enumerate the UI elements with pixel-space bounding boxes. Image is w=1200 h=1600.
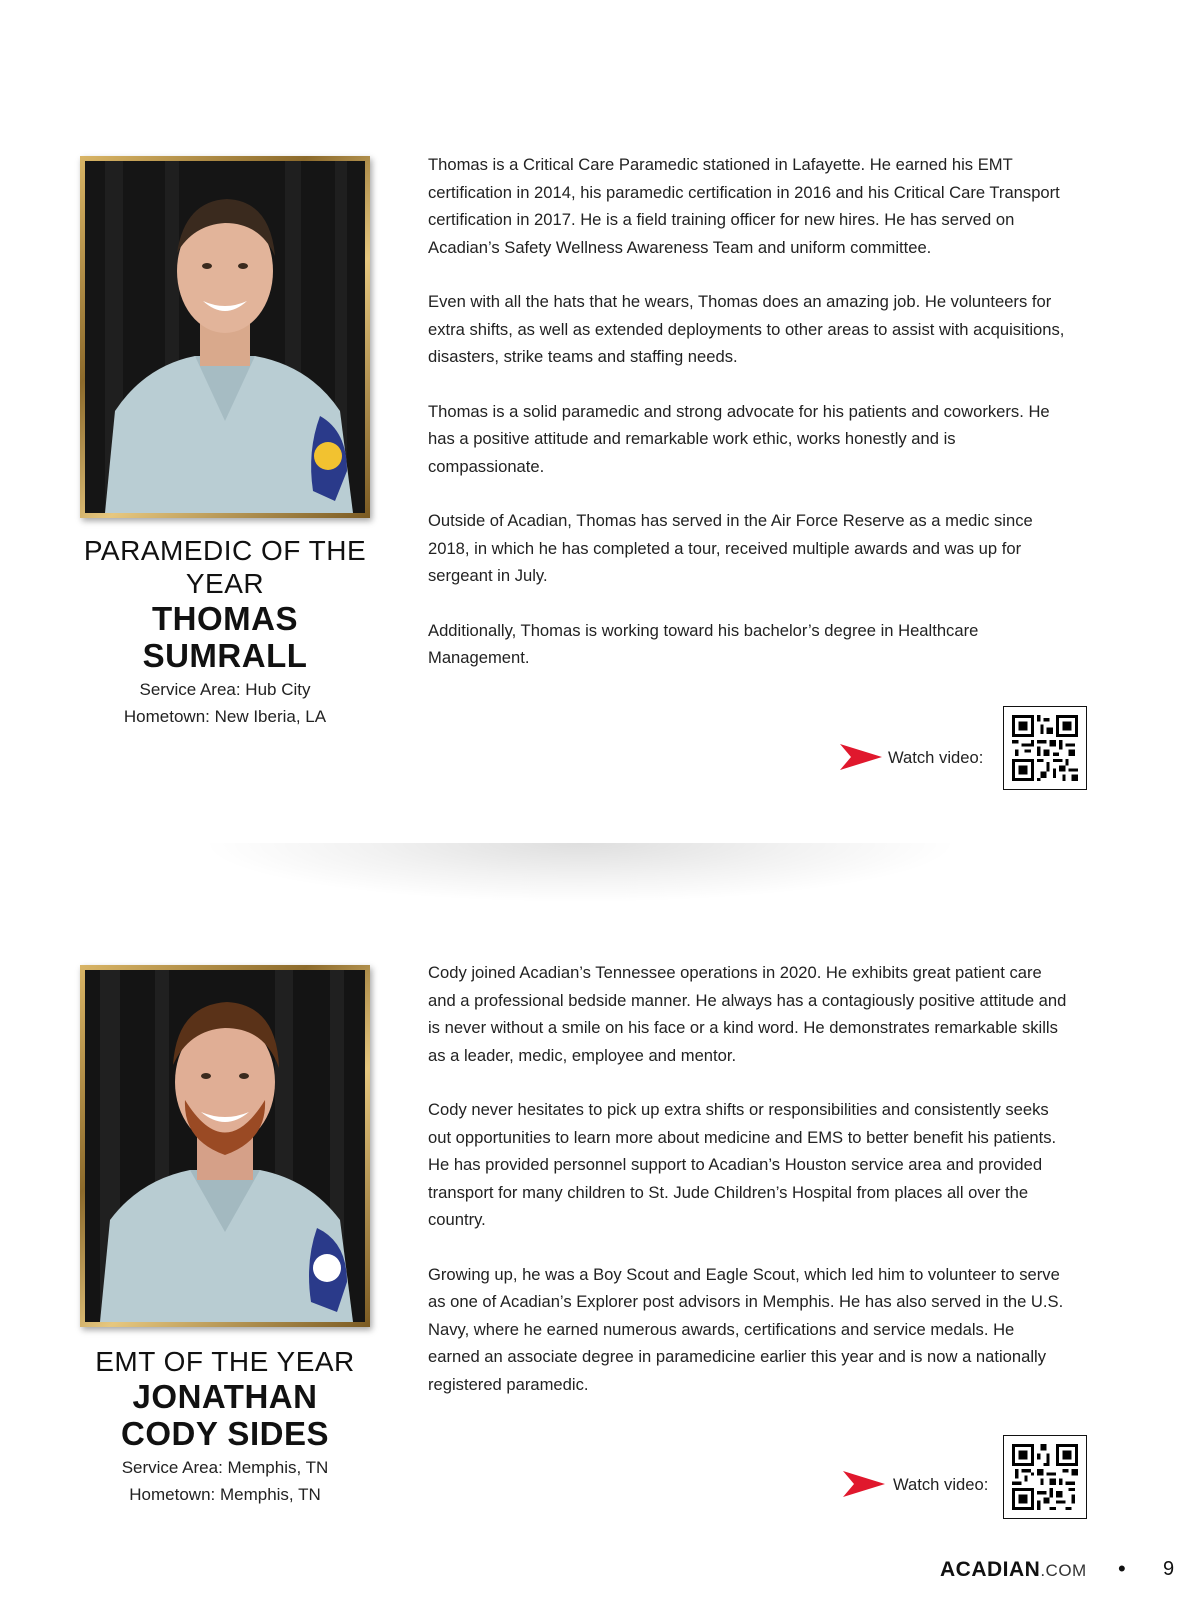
footer-bullet: • xyxy=(1118,1556,1126,1581)
watch-video-label[interactable]: Watch video: xyxy=(888,748,984,767)
section-divider xyxy=(200,843,960,903)
profile-photo-frame xyxy=(80,965,370,1327)
profile-bio xyxy=(428,959,1068,1425)
bio-paragraph: Outside of Acadian, Thomas has served in the Air Force Reserve as a medic since 2018, in which he has completed a tour, received multiple awards and was up for sergeant in July. xyxy=(428,511,1033,585)
brand-link[interactable] xyxy=(940,1558,1087,1582)
hometown: Hometown: New Iberia, LA xyxy=(123,707,327,726)
bio-paragraph: Even with all the hats that he wears, Thomas does an amazing job. He volunteers for extra shifts, as well as extended deployments to other areas to assist with acquisitions, disasters, strike teams and staffing needs. xyxy=(428,292,1065,366)
bio-paragraph: Additionally, Thomas is working toward his bachelor’s degree in Healthcare Management. xyxy=(428,620,979,667)
bio-paragraph: Thomas is a solid paramedic and strong advocate for his patients and coworkers. He has a positive attitude and remarkable work ethic, works honestly and is compassionate. xyxy=(428,401,1050,476)
brand-name: ACADIAN xyxy=(940,1558,1041,1581)
page-number: 9 xyxy=(1163,1558,1175,1580)
service-area: Service Area: Memphis, TN xyxy=(121,1458,329,1477)
arrow-right-icon xyxy=(840,744,882,770)
profile-caption xyxy=(80,1345,370,1508)
profile-photo xyxy=(85,970,365,1322)
bio-paragraph: Thomas is a Critical Care Paramedic stationed in Lafayette. He earned his EMT certification in 2014, his paramedic certification in 2016 and his Critical Care Transport certification in 2017. He is a field training officer for new hires. He has served on Acadian’s Safety Wellness Awareness Team and uniform committee. xyxy=(428,155,1060,257)
profile-bio xyxy=(428,151,1068,699)
watch-video-label[interactable]: Watch video: xyxy=(893,1475,989,1494)
profile-photo-frame xyxy=(80,156,370,518)
hometown: Hometown: Memphis, TN xyxy=(129,1485,321,1504)
bio-paragraph: Cody joined Acadian’s Tennessee operations in 2020. He exhibits great patient care and a professional bedside manner. He always has a contagiously positive attitude and is never without a smile on his face or a kind word. He demonstrates remarkable skills as a leader, medic, employee and mentor. xyxy=(428,963,1067,1065)
arrow-right-icon xyxy=(843,1471,885,1497)
recipient-name: THOMAS SUMRALL xyxy=(142,600,308,674)
bio-paragraph: Cody never hesitates to pick up extra shifts or responsibilities and consistently seeks out opportunities to learn more about medicine and EMS to better benefit his patients. He has provided personnel support to Acadian’s Houston service area and provided transport for many children to St. Jude Children’s Hospital from places all over the country. xyxy=(428,1100,1057,1229)
page-footer xyxy=(940,1558,1180,1588)
bio-paragraph: Growing up, he was a Boy Scout and Eagle Scout, which led him to volunteer to serve as one of Acadian’s Explorer post advisors in Memphis. He has also served in the U.S. Navy, where he earned numerous awards, certifications and service medals. He earned an associate degree in paramedicine earlier this year and is now a nationally registered paramedic. xyxy=(428,1264,1064,1394)
profile-caption xyxy=(80,534,370,730)
award-title: EMT OF THE YEAR xyxy=(95,1346,355,1377)
profile-photo xyxy=(85,161,365,513)
qr-code-icon[interactable] xyxy=(1003,1435,1087,1519)
recipient-name: JONATHAN CODY SIDES xyxy=(121,1378,329,1452)
qr-code-icon[interactable] xyxy=(1003,706,1087,790)
award-title: PARAMEDIC OF THE YEAR xyxy=(83,535,367,599)
brand-domain: .COM xyxy=(1040,1561,1087,1580)
service-area: Service Area: Hub City xyxy=(139,680,311,699)
